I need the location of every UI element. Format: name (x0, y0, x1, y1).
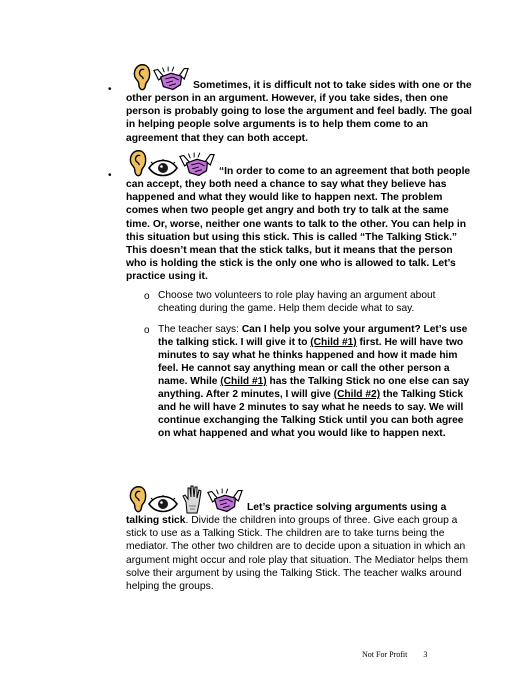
handshake-icon (152, 66, 190, 92)
sub-item-1: Choose two volunteers to role play having an argument about cheating during the game. Help them decide what to say. (158, 290, 436, 314)
sub-item-2-s2: first. He will have two minutes to say what he thinks happened and how it made him feel. He cannot say anything mean or call the other person a name. While (158, 337, 464, 387)
paragraph-1 (126, 62, 472, 145)
child-1-placeholder: (Child #1) (310, 337, 357, 348)
handshake-icon (206, 488, 244, 514)
paragraph-3 (126, 484, 472, 593)
ear-icon (130, 62, 152, 92)
footer (362, 650, 427, 659)
eye-icon (148, 158, 178, 178)
sub-bullet-1: o (144, 291, 150, 302)
icon-group-1 (130, 62, 190, 92)
icon-group-2 (126, 148, 216, 178)
eye-icon (148, 494, 178, 514)
child-2-placeholder: (Child #2) (333, 389, 381, 400)
bullet-2: • (108, 170, 112, 181)
sub-item-2-intro: The teacher says: (158, 324, 242, 335)
sub-item-2-s3: has the Talking Stick no one else can say anything. After 2 minutes, I will give (158, 376, 470, 400)
sub-item-2-s4: the Talking Stick and he will have 2 minutes to say what he needs to say. We will continue exchanging the Talking Stick until you can both agree on what happened and what you would like to happen next. (158, 389, 464, 439)
footer-text: Not For Profit (362, 650, 408, 659)
paragraph-3-text: . Divide the children into groups of three. Give each group a stick to use as a Talking Stick. The children are to take turns being the mediator. The other two children are to decide upon a situation in which an argument might occur and role play that situation. The Mediator helps them solve their argument by using the Talking Stick. The teacher walks around helping the groups. (126, 515, 469, 593)
child-1-placeholder: (Child #1) (220, 376, 267, 387)
sub-bullet-2: o (144, 325, 150, 336)
paragraph-2 (126, 148, 472, 284)
handshake-icon (178, 152, 216, 178)
icon-group-3 (126, 484, 244, 514)
ear-icon (126, 148, 148, 178)
page-number: 3 (423, 650, 428, 659)
ear-icon (126, 484, 148, 514)
paragraph-2-text: “In order to come to an agreement that both people can accept, they both need a chance to say what they believe has happened and what they would like to happen next. The problem comes when two people get angry and both try to talk at the same time. Or, worse, neither one wants to talk to the other. You can help in this situation but using this stick. This is called “The Talking Stick.” This doesn’t mean that the stick talks, but it means that the person who is holding the stick is the only one who is allowed to talk. Let’s practice using it. (126, 165, 471, 283)
paragraph-1-text: Sometimes, it is difficult not to take sides with one or the other person in an argument. However, if you take sides, then one person is probably going to lose the argument and feel badly. The goal in helping people solve arguments is to help them come to an agreement that they can both accept. (126, 79, 472, 144)
bullet-1: • (108, 84, 112, 95)
sub-item-2 (158, 323, 470, 440)
sub-item-2-s1: Can I help you solve your argument? Let’s use the talking stick. I will give it to (158, 324, 468, 348)
paragraph-3-bold: Let’s practice solving arguments using a talking stick (126, 501, 447, 526)
hand-icon (178, 484, 206, 514)
